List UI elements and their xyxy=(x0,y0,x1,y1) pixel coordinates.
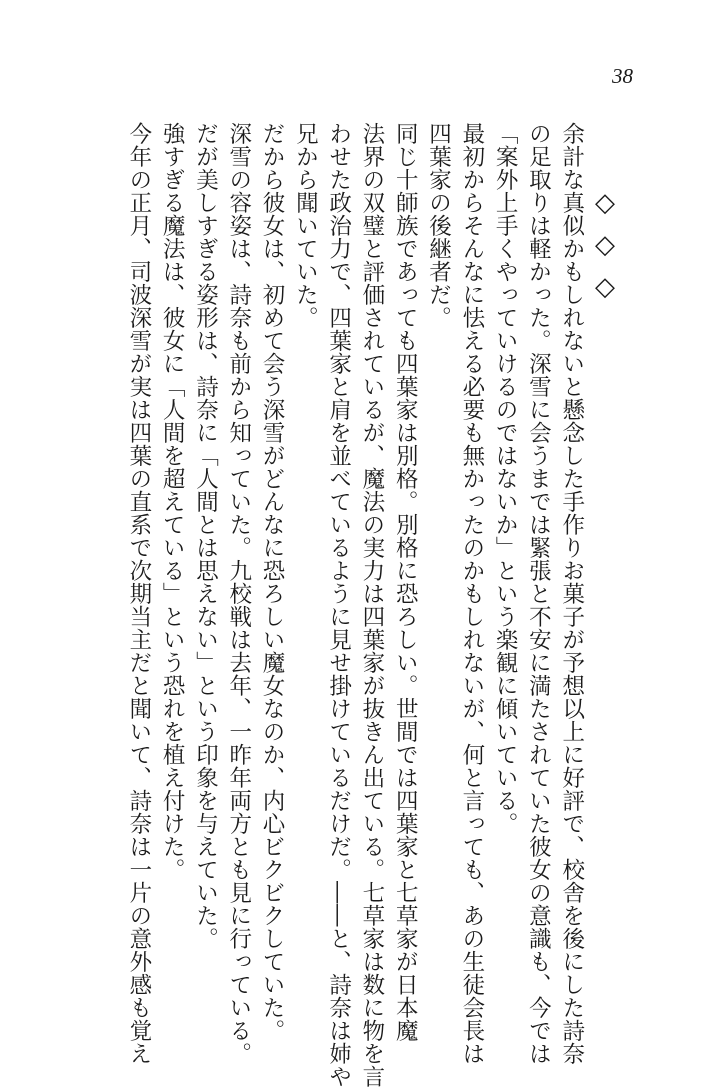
text-line: の足取りは軽かった。深雪に会うまでは緊張と不安に満たされていた彼女の意識も、今では xyxy=(525,122,552,1065)
scene-separator: ◇◇◇ xyxy=(590,188,620,314)
text-line: 法界の双璧と評価されているが、魔法の実力は四葉家が抜きん出ている。七草家は数に物を言 xyxy=(358,122,385,1088)
text-line: 強すぎる魔法は、彼女に「人間を超えている」という恐れを植え付けた。 xyxy=(159,122,186,881)
text-line: 深雪の容姿は、詩奈も前から知っていた。九校戦は去年、一昨年両方とも見に行っている。 xyxy=(225,122,252,1065)
vertical-text-block xyxy=(122,122,621,1088)
text-line: 兄から聞いていた。 xyxy=(292,122,319,329)
text-line: だから彼女は、初めて会う深雪がどんなに恐ろしい魔女なのか、内心ビクビクしていた。 xyxy=(259,122,286,1042)
text-line: だが美しすぎる姿形は、詩奈に「人間とは思えない」という印象を与えていた。 xyxy=(192,122,219,950)
text-line: 余計な真似かもしれないと懸念した手作りお菓子が予想以上に好評で、校舎を後にした詩奈 xyxy=(558,122,585,1065)
page-number: 38 xyxy=(612,64,633,88)
text-line: 最初からそんなに怯える必要も無かったのかもしれないが、何と言っても、あの生徒会長は xyxy=(458,122,485,1065)
text-line: 同じ十師族であっても四葉家は別格。別格に恐ろしい。世間では四葉家と七草家が日本魔 xyxy=(392,122,419,1042)
text-line: 四葉家の後継者だ。 xyxy=(425,122,452,329)
text-line: 「案外上手くやっていけるのではないか」という楽観に傾いている。 xyxy=(492,122,519,835)
text-line: 今年の正月、司波深雪が実は四葉の直系で次期当主だと聞いて、詩奈は一片の意外感も覚え xyxy=(125,122,152,1065)
text-line: わせた政治力で、四葉家と肩を並べているように見せ掛けているだけだ。――と、詩奈は姉や xyxy=(325,122,352,1088)
